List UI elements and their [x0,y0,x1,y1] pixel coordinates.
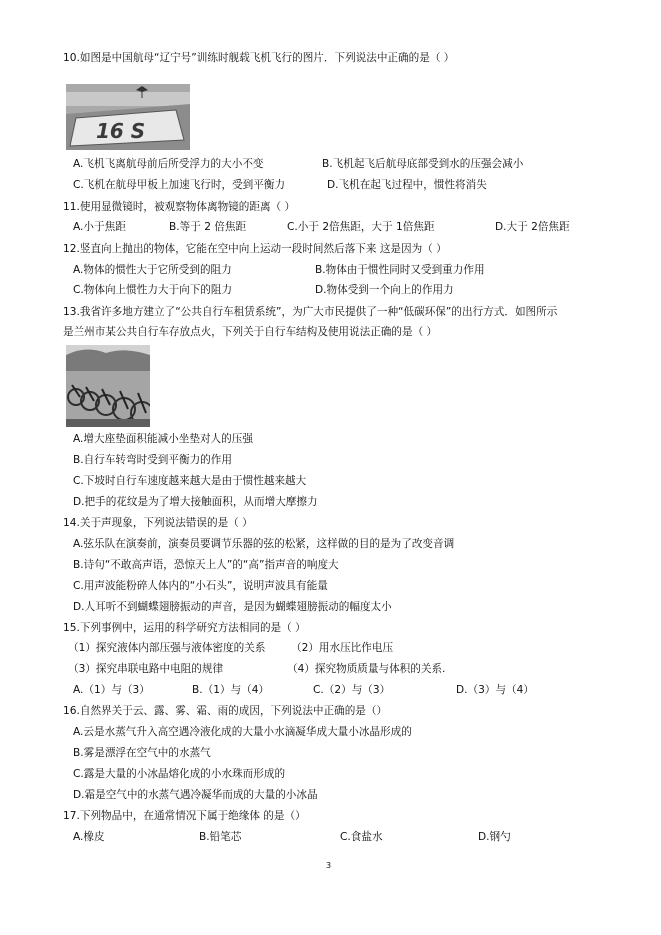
aircraft-carrier-photo [66,84,190,150]
aircraft-carrier-picture-icon [66,84,190,150]
q12-option-d: D.物体受到一个向上的作用力 [315,284,454,296]
q13-option-c: C.下坡时自行车速度越来越大是由于惯性越来越大 [73,475,307,487]
q17-option-b: B.铅笔芯 [199,831,242,843]
bicycle-rack-picture-icon [66,345,150,427]
q12-option-b: B.物体由于惯性同时又受到重力作用 [315,264,485,276]
q10-option-c: C.飞机在航母甲板上加速飞行时，受到平衡力 [73,179,286,191]
q16-option-d: D.霜是空气中的水蒸气遇冷凝华而成的大量的小冰晶 [73,789,318,801]
q16-option-c: C.露是大量的小冰晶熔化成的小水珠而形成的 [73,768,286,780]
q14-stem: 14.关于声现象，下列说法错误的是（ ） [63,517,253,529]
q10-option-d: D.飞机在起飞过程中，惯性将消失 [327,179,487,191]
q17-option-a: A.橡皮 [73,831,105,843]
q11-stem: 11.使用显微镜时，被观察物体离物镜的距离（ ） [63,201,296,213]
q17-stem: 17.下列物品中，在通常情况下属于绝缘体 的是（） [63,810,306,822]
q15-option-d: D.（3）与（4） [456,684,534,696]
q15-item-4: （4）探究物质质量与体积的关系. [287,663,446,675]
bicycle-station-photo [66,345,150,427]
q15-option-c: C.（2）与（3） [313,684,391,696]
q15-stem: 15.下列事例中，运用的科学研究方法相同的是（ ） [63,622,306,634]
q13-option-d: D.把手的花纹是为了增大接触面积，从而增大摩擦力 [73,496,318,508]
q10-option-b: B.飞机起飞后航母底部受到水的压强会减小 [322,158,524,170]
q10-stem: 10.如图是中国航母“辽宁号”训练时舰载飞机飞行的图片．下列说法中正确的是（ ） [63,52,455,64]
q11-option-b: B.等于 2 倍焦距 [169,221,247,233]
q14-option-b: B.诗句“不敢高声语，恐惊天上人”的“高”指声音的响度大 [73,559,339,571]
q14-option-a: A.弦乐队在演奏前，演奏员要调节乐器的弦的松紧，这样做的目的是为了改变音调 [73,538,455,550]
q16-stem: 16.自然界关于云、露、雾、霜、雨的成因，下列说法中正确的是（） [63,705,388,717]
q16-option-b: B.雾是漂浮在空气中的水蒸气 [73,747,211,759]
q15-item-2: （2）用水压比作电压 [291,642,394,654]
q16-option-a: A.云是水蒸气升入高空遇冷液化成的大量小水滴凝华成大量小冰晶形成的 [73,726,412,738]
q13-stem-line1: 13.我省许多地方建立了“公共自行车租赁系统”，为广大市民提供了一种“低碳环保”的出行方式．如图所示 [63,306,558,318]
deck-number-text: 16 S [96,119,146,143]
q13-stem-line2: 是兰州市某公共自行车存放点火，下列关于自行车结构及使用说法正确的是（ ） [63,326,438,338]
q17-option-c: C.食盐水 [340,831,383,843]
q15-option-a: A.（1）与（3） [73,684,150,696]
q11-option-a: A.小于焦距 [73,221,126,233]
q12-option-c: C.物体向上惯性力大于向下的阻力 [73,284,233,296]
q14-option-d: D.人耳听不到蝴蝶翅膀振动的声音，是因为蝴蝶翅膀振动的幅度太小 [73,601,392,613]
q15-item-1: （1）探究液体内部压强与液体密度的关系 [68,642,266,654]
q12-stem: 12.竖直向上抛出的物体，它能在空中向上运动一段时间然后落下来 这是因为（ ） [63,243,447,255]
q11-option-d: D.大于 2倍焦距 [495,221,570,233]
q15-item-3: （3）探究串联电路中电阻的规律 [68,663,224,675]
q13-option-b: B.自行车转弯时受到平衡力的作用 [73,454,232,466]
q11-option-c: C.小于 2倍焦距，大于 1倍焦距 [287,221,435,233]
q13-option-a: A.增大座垫面积能减小坐垫对人的压强 [73,433,253,445]
q14-option-c: C.用声波能粉碎人体内的“小石头”，说明声波具有能量 [73,580,328,592]
q17-option-d: D.钢勺 [478,831,511,843]
q12-option-a: A.物体的惯性大于它所受到的阻力 [73,264,232,276]
q10-option-a: A.飞机飞离航母前后所受浮力的大小不变 [73,158,264,170]
page-number: 3 [326,861,332,870]
q15-option-b: B.（1）与（4） [192,684,270,696]
